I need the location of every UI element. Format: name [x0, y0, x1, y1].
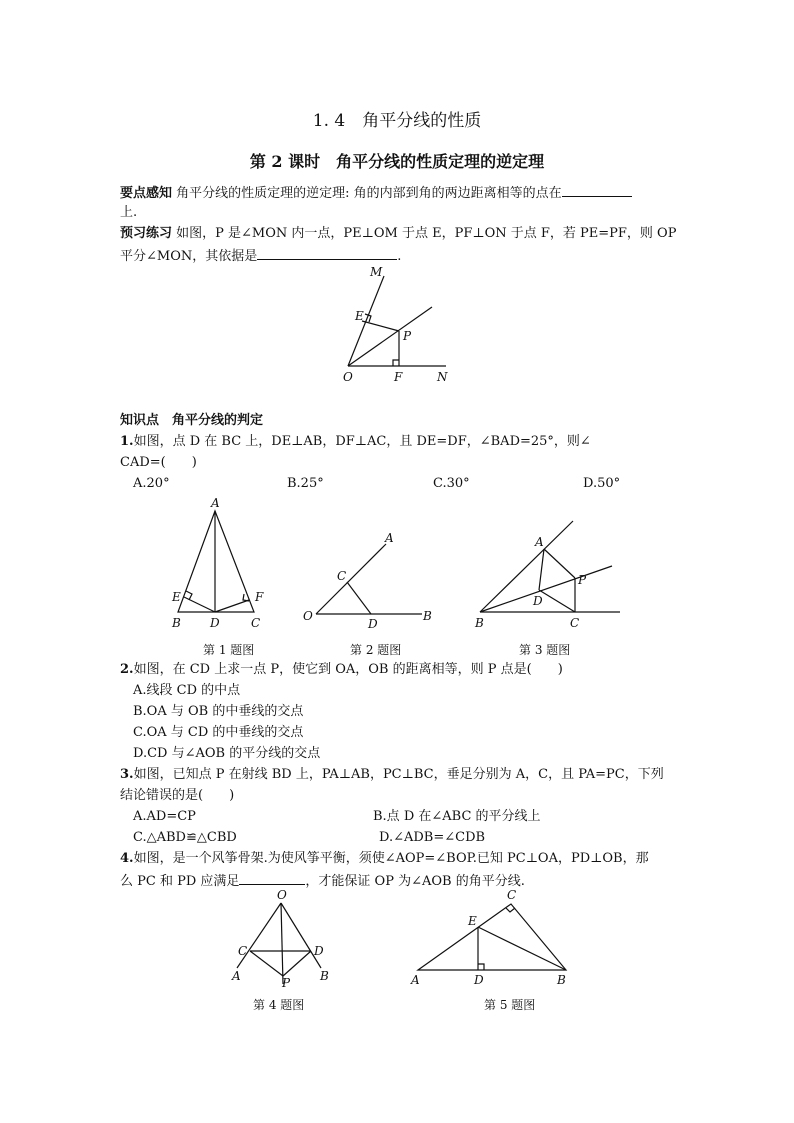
caption-fig-5: 第 5 题图 [484, 998, 536, 1012]
f3-label-b: B [475, 616, 484, 630]
f5-label-e: E [468, 914, 477, 928]
f2-label-a: A [385, 531, 394, 545]
q4-number: 4. [120, 851, 134, 866]
f1-label-b: B [172, 616, 181, 630]
q1-option-b: B.25° [287, 476, 324, 491]
label-p: P [403, 329, 412, 343]
q4-text-2a: 么 PC 和 PD 应满足 [120, 874, 240, 889]
f3-label-a: A [535, 535, 544, 549]
q3-line-2: 结论错误的是( ) [120, 788, 235, 803]
q3-option-d: D.∠ADB=∠CDB [379, 830, 486, 845]
f1-label-d: D [210, 616, 220, 630]
q3-number: 3. [120, 767, 134, 782]
f4-label-a: A [232, 969, 241, 983]
q2-option-d: D.CD 与∠AOB 的平分线的交点 [133, 746, 321, 761]
f2-label-d: D [368, 617, 378, 631]
label-e: E [355, 309, 364, 323]
f4-label-c: C [238, 944, 248, 958]
q2-text: 如图，在 CD 上求一点 P，使它到 OA，OB 的距离相等，则 P 点是( ) [133, 662, 563, 677]
f2-label-o: O [303, 609, 313, 623]
f2-label-c: C [337, 569, 347, 583]
lesson-subtitle: 第 2 课时 角平分线的性质定理的逆定理 [249, 152, 545, 171]
key-points-text: 角平分线的性质定理的逆定理: 角的内部到角的两边距离相等的点在 [176, 186, 562, 201]
caption-fig-2: 第 2 题图 [350, 643, 402, 657]
q3-option-c: C.△ABD≌△CBD [133, 830, 237, 845]
q1-line-2: CAD=( ) [120, 455, 197, 470]
f1-label-c: C [251, 616, 261, 630]
f1-label-e: E [172, 590, 181, 604]
label-f: F [394, 370, 403, 384]
section-heading: 知识点 角平分线的判定 [120, 413, 264, 428]
key-points-label: 要点感知 [120, 186, 173, 201]
label-m: M [370, 265, 383, 279]
preview-label: 预习练习 [120, 226, 173, 241]
f4-label-b: B [320, 969, 329, 983]
f5-label-a: A [411, 973, 420, 987]
preview-end: . [397, 249, 402, 264]
preview-text-2: 平分∠MON，其依据是 [120, 249, 258, 264]
label-n: N [437, 370, 448, 384]
f4-label-d: D [314, 944, 324, 958]
label-o: O [343, 370, 353, 384]
f4-label-o: O [277, 888, 287, 902]
caption-fig-1: 第 1 题图 [203, 643, 255, 657]
f1-label-f: F [255, 590, 264, 604]
f5-label-d: D [474, 973, 484, 987]
key-points-tail: 上. [120, 205, 138, 220]
q1-option-c: C.30° [433, 476, 470, 491]
f5-label-c: C [507, 888, 517, 902]
q3-option-a: A.AD=CP [133, 809, 196, 824]
q2-option-c: C.OA 与 CD 的中垂线的交点 [133, 725, 304, 740]
q3-option-b: B.点 D 在∠ABC 的平分线上 [373, 809, 541, 824]
q1-text: 如图，点 D 在 BC 上，DE⊥AB，DF⊥AC，且 DE=DF，∠BAD=25°，则∠ [133, 434, 591, 449]
f5-label-b: B [557, 973, 566, 987]
q2-number: 2. [120, 662, 134, 677]
f4-label-p: P [282, 976, 291, 990]
caption-fig-3: 第 3 题图 [519, 643, 571, 657]
q1-number: 1. [120, 434, 134, 449]
q4-text-2b: ，才能保证 OP 为∠AOB 的角平分线. [305, 874, 525, 889]
f2-label-b: B [423, 609, 432, 623]
f3-label-c: C [570, 616, 580, 630]
q1-option-d: D.50° [583, 476, 621, 491]
f3-label-d: D [533, 594, 543, 608]
q3-text: 如图，已知点 P 在射线 BD 上，PA⊥AB，PC⊥BC，垂足分别为 A，C，且 PA=PC，下列 [133, 767, 664, 782]
f1-label-a: A [211, 496, 220, 510]
q2-option-b: B.OA 与 OB 的中垂线的交点 [133, 704, 304, 719]
lesson-title: 1. 4 角平分线的性质 [312, 111, 482, 131]
q2-option-a: A.线段 CD 的中点 [133, 683, 241, 698]
q1-option-a: A.20° [133, 476, 170, 491]
q4-text: 如图，是一个风筝骨架.为使风筝平衡，须使∠AOP=∠BOP.已知 PC⊥OA，PD⊥OB，那 [133, 851, 649, 866]
preview-text: 如图，P 是∠MON 内一点，PE⊥OM 于点 E，PF⊥ON 于点 F，若 PE=PF，则 OP [176, 226, 677, 241]
caption-fig-4: 第 4 题图 [253, 998, 305, 1012]
f3-label-p: P [578, 573, 587, 587]
